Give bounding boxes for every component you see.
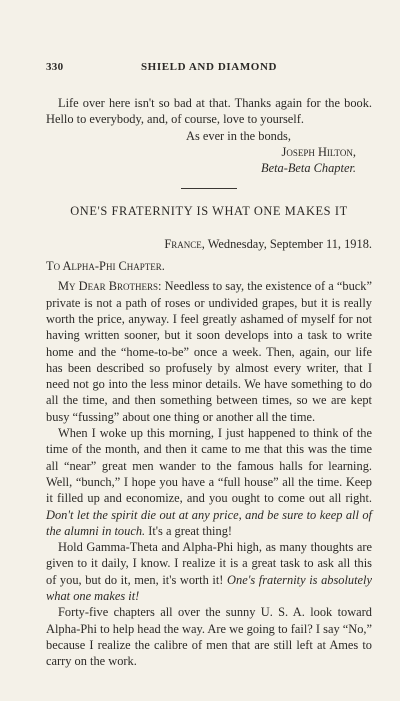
running-head (46, 61, 372, 75)
paragraph-4: Forty-five chapters all over the sunny U. S. A. look toward Alpha-Phi to help head the way. Are we going to fail? I say “No,” because I realize the calibre of men that are still left at Ames to carry on the work. (46, 605, 372, 669)
salutation: My Dear Brothers: (58, 279, 162, 294)
dateline-date: Wednesday, September 11, 1918. (207, 236, 372, 251)
paragraph-2 (46, 425, 372, 539)
article-heading: ONE'S FRATERNITY IS WHAT ONE MAKES IT (70, 204, 348, 219)
section-divider (181, 188, 237, 189)
paragraph-2-text-b: It's a great thing! (148, 523, 233, 538)
paragraph-2-italic: Don't let the spirit die out at any price, and be sure to keep all of the alumni in touch. (46, 507, 372, 538)
signature-name: Joseph Hilton, (281, 144, 356, 159)
dateline (46, 236, 372, 252)
body-text (46, 95, 372, 670)
letter-closing-paragraph: Life over here isn't so bad at that. Thanks again for the book. Hello to everybody, and, of course, love to yourself. (46, 96, 372, 127)
signature-chapter: Beta-Beta Chapter. (261, 161, 356, 176)
paragraph-3-italic: One's fraternity is absolutely what one makes it! (46, 572, 372, 604)
paragraph-2-text-a: When I woke up this morning, I just happened to think of the time of the month, and then it came to me that this was the time all “near” great men wander to the famous halls for learning. Well, “bunch,” I hope you have a “full house” all the time. Keep it filled up and economize, and you ought to come out all right. (46, 426, 372, 506)
dateline-place: France, (164, 236, 205, 251)
letter-closing: As ever in the bonds, (186, 128, 291, 143)
paragraph-1 (46, 278, 372, 425)
paragraph-1-text: Needless to say, the existence of a “buck” private is not a path of roses or undivided grapes, but it is really worth the price, anyway. I feel greatly ashamed of myself for not having written sooner, but it soon develops into a task to write home and the “home-to-be” once a week. Then, again, our life has been described so profusely by almost every writer, that I need not go into the less minor details. We have something to do all the time, and then something between times, so we are kept busy “fussing” about one thing or another all the time. (46, 279, 372, 424)
addressee: To Alpha-Phi Chapter. (46, 259, 165, 274)
paragraph-3 (46, 539, 372, 604)
journal-title: SHIELD AND DIAMOND (140, 61, 278, 73)
paragraph-3-text: Hold Gamma-Theta and Alpha-Phi high, as many thoughts are given to it daily, I know. I realize it is a great task to ask all this of you, but do it, men, it's worth it! (46, 540, 372, 587)
page-number: 330 (46, 61, 64, 73)
